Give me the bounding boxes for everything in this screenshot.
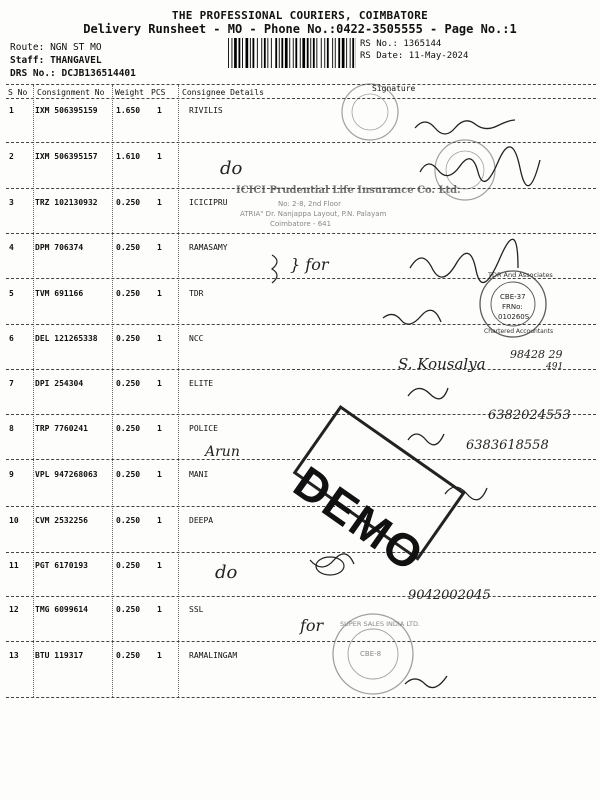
row-consignment-no: IXM 506395159 xyxy=(35,106,98,115)
row-weight: 0.250 xyxy=(116,516,141,525)
tdr-ring-text-2: Chartered Accountants xyxy=(484,328,554,335)
row-consignment-no: PGT 6170193 xyxy=(35,561,88,570)
row-weight: 0.250 xyxy=(116,651,141,660)
row-consignee: ICICIPRU xyxy=(189,198,228,207)
row-weight: 1.610 xyxy=(116,152,141,161)
company-title: THE PROFESSIONAL COURIERS, COIMBATORE xyxy=(171,9,429,22)
row-pcs: 1 xyxy=(157,198,162,207)
drs-label: DRS No.: xyxy=(10,68,56,79)
row-consignee: RAMASAMY xyxy=(189,243,228,252)
row-sno: 12 xyxy=(9,605,19,614)
row-weight: 0.250 xyxy=(116,470,141,479)
row-consignment-no: IXM 506395157 xyxy=(35,152,98,161)
row-sno: 8 xyxy=(9,424,14,433)
row-sno: 7 xyxy=(9,379,14,388)
round-stamp-top xyxy=(342,84,495,200)
staff-label: Staff: xyxy=(10,55,45,66)
row-weight: 0.250 xyxy=(116,605,141,614)
row-pcs: 1 xyxy=(157,152,162,161)
tdr-ring-text: TDR And Associates xyxy=(488,271,553,279)
rs-no-value: 1365144 xyxy=(403,39,442,49)
circled-mark xyxy=(316,557,344,575)
row-consignee: RIVILIS xyxy=(189,106,223,115)
row-weight: 1.650 xyxy=(116,106,141,115)
row-consignment-no: CVM 2532256 xyxy=(35,516,88,525)
row-consignment-no: DPM 706374 xyxy=(35,243,84,252)
row-pcs: 1 xyxy=(157,561,162,570)
tdr-frn: FRNo: xyxy=(502,303,523,311)
demo-watermark: DEMO xyxy=(284,455,435,583)
col-sno: S No xyxy=(8,88,28,97)
handwritten-phone-row6: 98428 29 xyxy=(510,348,563,361)
handwritten-for-row12: for xyxy=(300,616,324,635)
col-pcs: PCS xyxy=(151,88,166,97)
row-pcs: 1 xyxy=(157,516,162,525)
col-weight: Weight xyxy=(115,88,144,97)
rs-date-value: 11-May-2024 xyxy=(408,51,469,61)
row-consignee: DEEPA xyxy=(189,516,214,525)
row-pcs: 1 xyxy=(157,424,162,433)
handwritten-phone2-row6: 491 xyxy=(546,362,564,372)
col-consignment: Consignment No xyxy=(37,88,105,97)
row-consignee: MANI xyxy=(189,470,209,479)
row-pcs: 1 xyxy=(157,243,162,252)
route-value: NGN ST MO xyxy=(50,42,102,53)
row-pcs: 1 xyxy=(157,289,162,298)
row-pcs: 1 xyxy=(157,334,162,343)
row-consignment-no: BTU 119317 xyxy=(35,651,84,660)
row-sno: 10 xyxy=(9,516,19,525)
handwritten-ditto-row11: do xyxy=(215,562,238,583)
row-consignment-no: VPL 947268063 xyxy=(35,470,98,479)
row-consignment-no: TRP 7760241 xyxy=(35,424,88,433)
row-sno: 13 xyxy=(9,651,19,660)
row-weight: 0.250 xyxy=(116,334,141,343)
row-consignee: NCC xyxy=(189,334,204,343)
sales-ring-text: SUPER SALES INDIA LTD. xyxy=(340,620,421,628)
row-sno: 4 xyxy=(9,243,14,252)
row-weight: 0.250 xyxy=(116,424,141,433)
row-consignee: SSL xyxy=(189,605,204,614)
route-label: Route: xyxy=(10,42,45,53)
col-signature: Signature xyxy=(372,84,416,93)
handwritten-phone-row7: 6382024553 xyxy=(488,408,571,423)
row-sno: 6 xyxy=(9,334,14,343)
curly-brace xyxy=(272,255,277,283)
drs-value: DCJB136514401 xyxy=(61,68,136,79)
sales-center-text: CBE-8 xyxy=(360,650,382,658)
tdr-cbe: CBE-37 xyxy=(500,293,526,301)
row-weight: 0.250 xyxy=(116,243,141,252)
row-pcs: 1 xyxy=(157,379,162,388)
row-consignment-no: TVM 691166 xyxy=(35,289,84,298)
handwritten-name-row8: Arun xyxy=(205,444,240,460)
row-weight: 0.250 xyxy=(116,561,141,570)
icici-stamp-line2: No: 2-8, 2nd Floor xyxy=(278,200,341,208)
row-consignee: ELITE xyxy=(189,379,214,388)
row-consignment-no: DEL 121265338 xyxy=(35,334,98,343)
tdr-frn-value: 010260S xyxy=(498,313,530,321)
row-pcs: 1 xyxy=(157,106,162,115)
row-pcs: 1 xyxy=(157,470,162,479)
handwritten-phone-row11: 9042002045 xyxy=(408,588,491,603)
row-weight: 0.250 xyxy=(116,198,141,207)
handwritten-ditto-row2: do xyxy=(220,158,243,179)
icici-stamp-line1: ICICI Prudential Life Insurance Co. Ltd. xyxy=(236,185,461,196)
row-sno: 1 xyxy=(9,106,14,115)
row-weight: 0.250 xyxy=(116,379,141,388)
rs-date-label: RS Date: xyxy=(360,51,404,61)
row-consignment-no: DPI 254304 xyxy=(35,379,84,388)
row-sno: 9 xyxy=(9,470,14,479)
row-consignee: TDR xyxy=(189,289,204,298)
row-pcs: 1 xyxy=(157,605,162,614)
row-consignee: POLICE xyxy=(189,424,218,433)
row-sno: 5 xyxy=(9,289,14,298)
staff-value: THANGAVEL xyxy=(50,55,102,66)
row-weight: 0.250 xyxy=(116,289,141,298)
runsheet-subtitle: Delivery Runsheet - MO - Phone No.:0422-3505555 - Page No.:1 xyxy=(83,22,517,36)
row-sno: 3 xyxy=(9,198,14,207)
row-consignment-no: TRZ 102130932 xyxy=(35,198,98,207)
row-pcs: 1 xyxy=(157,651,162,660)
handwritten-for-row4: } for xyxy=(290,255,329,274)
handwritten-phone-row8: 6383618558 xyxy=(466,438,549,453)
row-consignment-no: TMG 6099614 xyxy=(35,605,88,614)
col-consignee: Consignee Details xyxy=(182,88,264,97)
icici-stamp-line3: ATRIA" Dr. Nanjappa Layout, P.N. Palayam xyxy=(240,210,387,218)
rs-no-label: RS No.: xyxy=(360,39,398,49)
row-sno: 2 xyxy=(9,152,14,161)
icici-stamp-line4: Coimbatore - 641 xyxy=(270,220,332,228)
row-sno: 11 xyxy=(9,561,19,570)
handwritten-name-row6: S. Kousalya xyxy=(398,355,486,373)
row-consignee: RAMALINGAM xyxy=(189,651,238,660)
